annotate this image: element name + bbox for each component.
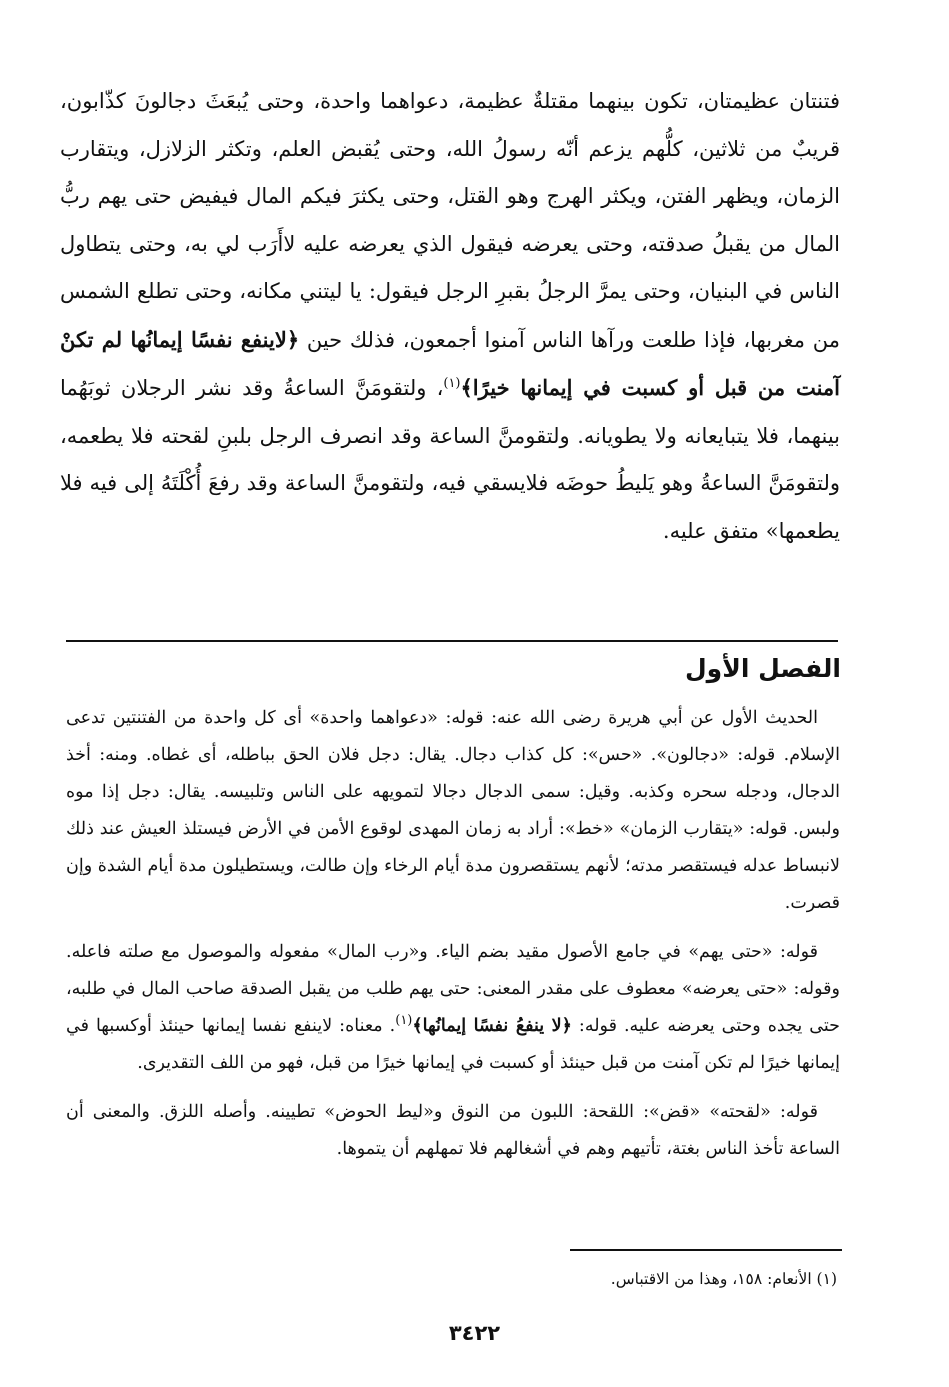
- footnote-marker: (١): [395, 1013, 413, 1029]
- commentary-block: [66, 700, 840, 1168]
- quran-quotation: ﴿لا ينفعُ نفسًا إيمانُها﴾: [412, 1016, 572, 1036]
- hadith-text-part1: فتنتان عظيمتان، تكون بينهما مقتلةٌ عظيمة، دعواهما واحدة، وحتى يُبعَثَ دجالونَ كذّابون، قريبٌ من ثلاثين، كلُّهم يزعم أنّه رسولُ الله، وحتى يُقبض العلم، وتكثر الزلازل، ويتقارب الزمان، ويظهر الفتن، ويكثر الهرج وهو القتل، وحتى يكثرَ فيكم المال فيفيض حتى يهم ربُّ المال من يقبلُ صدقته، وحتى يعرضه فيقول الذي يعرضه عليه لاأَرَب لي به، وحتى يتطاول الناس في البنيان، وحتى يمرَّ الرجلُ بقبرِ الرجل فيقول: يا ليتني مكانه، وحتى تطلع الشمس من مغربها، فإذا طلعت ورآها الناس آمنوا أجمعون، فذلك حين: [60, 89, 840, 352]
- commentary-paragraph-2: [66, 934, 840, 1082]
- footnote-divider: [570, 1249, 842, 1251]
- commentary-paragraph-1: الحديث الأول عن أبي هريرة رضى الله عنه: قوله: «دعواهما واحدة» أى كل واحدة من الفتنتين تدعى الإسلام. قوله: «دجالون». «حس»: كل كذاب دجال. يقال: دجل فلان الحق بباطله، أى غطاه. ومنه: أخذ الدجال، ودجله سحره وكذبه. وقيل: سمى الدجال دجالا لتمويهه على الناس وتلبيسه. يقال: دجل إذا موه ولبس. قوله: «يتقارب الزمان» «خط»: أراد به زمان المهدى لوقوع الأمن في الأرض فيستلذ العيش عند ذلك لانبساط عدله فيستقصر مدته؛ لأنهم يستقصرون مدة أيام الرخاء وإن طالت، ويستطيلون مدة أيام الشدة وإن قصرت.: [66, 708, 840, 913]
- quran-quotation: ﴿لاينفع نفسًا إيمانُها لم تكنْ آمنت من قبل أو كسبت في إيمانها خيرًا﴾: [60, 326, 841, 400]
- footnote-marker: (١): [443, 376, 461, 391]
- commentary-text: . معناه: لاينفع نفسا إيمانها حينئذ أوكسبها في إيمانها خيرًا لم تكن آمنت من قبل حينئذ أو كسبت في إيمانها خيرًا من قبل، فهو من اللف التقديرى.: [66, 1016, 840, 1073]
- commentary-text: قوله: «حتى يهم» في جامع الأصول مقيد بضم الياء. و«رب المال» مفعوله والموصول مع صلته فاعله. وقوله: «حتى يعرضه» معطوف على مقدر المعنى: حتى يهم طلب من يقبل الصدقة صاحب المال في طلبه، حتى يجده وحتى يعرضه عليه. قوله:: [66, 942, 840, 1036]
- hadith-text-block: [60, 78, 840, 555]
- page-number: ٣٤٢٢: [448, 1321, 501, 1345]
- hadith-text-part2: ، ولتقومَنَّ الساعةُ وقد نشر الرجلان ثوبَهُما بينهما، فلا يتبايعانه ولا يطويانه. ولتقومنَّ الساعة وقد انصرف الرجل بلبنِ لقحته فلا يطعمه، ولتقومَنَّ الساعةُ وهو يَليطُ حوضَه فلايسقي فيه، ولتقومنَّ الساعة وقد رفعَ أُكْلَتَهُ إلى فيه فلا يطعمها» متفق عليه.: [60, 376, 840, 543]
- commentary-paragraph-3: قوله: «لقحته» «قض»: اللقحة: اللبون من النوق و«ليط الحوض» تطيينه. وأصله اللزق. والمعنى أن الساعة تأخذ الناس بغتة، تأتيهم وهم في أشغالهم فلا تمهلهم أن يتموها.: [66, 1102, 840, 1159]
- section-divider: [66, 640, 838, 642]
- section-heading: الفصل الأول: [684, 654, 841, 683]
- hadith-paragraph: [60, 78, 840, 555]
- footnote: (١) الأنعام: ١٥٨، وهذا من الاقتباس.: [610, 1270, 837, 1288]
